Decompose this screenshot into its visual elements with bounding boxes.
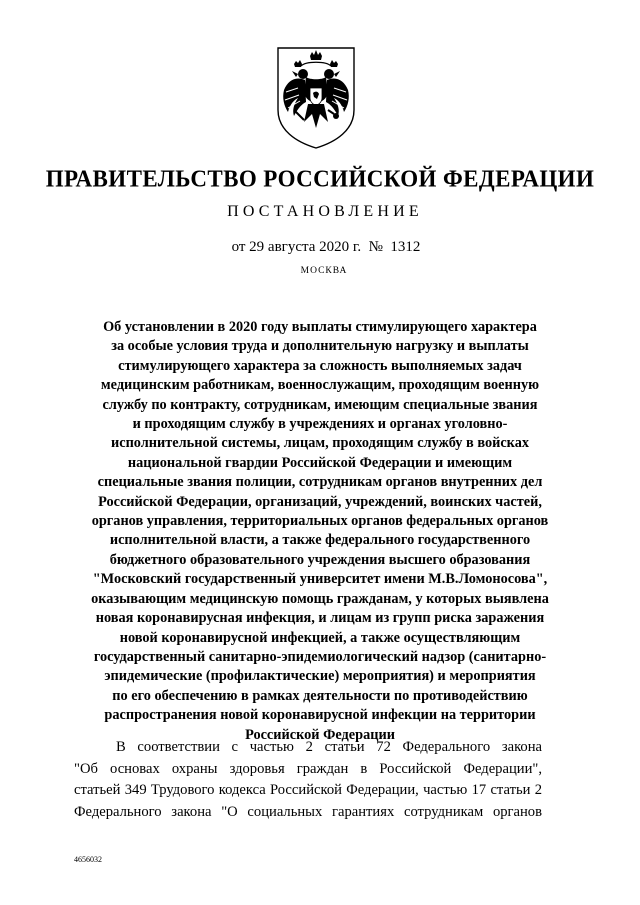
heading-line: службу по контракту, сотрудникам, имеющим специальные звания bbox=[102, 396, 538, 413]
heading-line: исполнительной системы, лицам, проходящим службу в войсках bbox=[110, 435, 529, 452]
heading-line: новой коронавирусной инфекцией, а также осуществляющим bbox=[119, 629, 521, 646]
heading-line: Российской Федерации, организаций, учреждений, воинских частей, bbox=[98, 493, 542, 510]
body-line: статьей 349 Трудового кодекса Российской Федерации, частью 17 статьи 2 bbox=[74, 782, 542, 798]
heading-line: распространения новой коронавирусной инфекции на территории bbox=[104, 707, 536, 724]
heading-line: национальной гвардии Российской Федерации и имеющим bbox=[127, 454, 513, 471]
heading-line: Российской Федерации bbox=[245, 726, 395, 743]
heading-line: специальные звания полиции, сотрудникам органов внутренних дел bbox=[97, 474, 543, 491]
heading-line: государственный санитарно-эпидемиологический надзор (санитарно- bbox=[93, 648, 547, 665]
heading-line: органов управления, территориальных органов федеральных органов bbox=[91, 513, 549, 530]
document-type: ПОСТАНОВЛЕНИЕ bbox=[227, 203, 423, 220]
heading-line: новая коронавирусная инфекция, и лицам из групп риска заражения bbox=[95, 610, 545, 627]
document-body bbox=[74, 737, 542, 823]
document-date-number: от 29 августа 2020 г. № 1312 bbox=[231, 239, 421, 255]
body-line: Федерального закона "О социальных гарантиях сотрудникам органов bbox=[74, 803, 542, 820]
heading-line: эпидемические (профилактические) мероприятия) и мероприятия bbox=[104, 668, 536, 685]
document-code: 4656032 bbox=[74, 855, 102, 864]
heading-line: за особые условия труда и дополнительную нагрузку и выплаты bbox=[111, 338, 529, 355]
heading-line: бюджетного образовательного учреждения высшего образования bbox=[109, 551, 531, 568]
heading-line: исполнительной власти, а также федерального государственного bbox=[109, 532, 531, 549]
heading-line: по его обеспечению в рамках деятельности по противодействию bbox=[112, 687, 528, 704]
heading-line: оказывающим медицинскую помощь гражданам, у которых выявлена bbox=[91, 590, 549, 607]
heading-line: Об установлении в 2020 году выплаты стимулирующего характера bbox=[103, 319, 537, 335]
heading-line: медицинским работникам, военнослужащим, проходящим военную bbox=[100, 377, 540, 394]
body-line: В соответствии с частью 2 статьи 72 Федерального закона bbox=[116, 739, 542, 755]
government-title: ПРАВИТЕЛЬСТВО РОССИЙСКОЙ ФЕДЕРАЦИИ bbox=[45, 165, 595, 192]
body-line: "Об основах охраны здоровья граждан в Российской Федерации", bbox=[74, 760, 542, 777]
heading-line: и проходящим службу в учреждениях и органах уголовно- bbox=[132, 416, 508, 433]
city: МОСКВА bbox=[300, 266, 348, 276]
heading-line: "Московский государственный университет имени М.В.Ломоносова", bbox=[92, 571, 548, 588]
heading-line: стимулирующего характера за сложность выполняемых задач bbox=[118, 357, 522, 374]
document-heading bbox=[60, 318, 580, 745]
russian-coat-of-arms-icon bbox=[270, 44, 362, 150]
